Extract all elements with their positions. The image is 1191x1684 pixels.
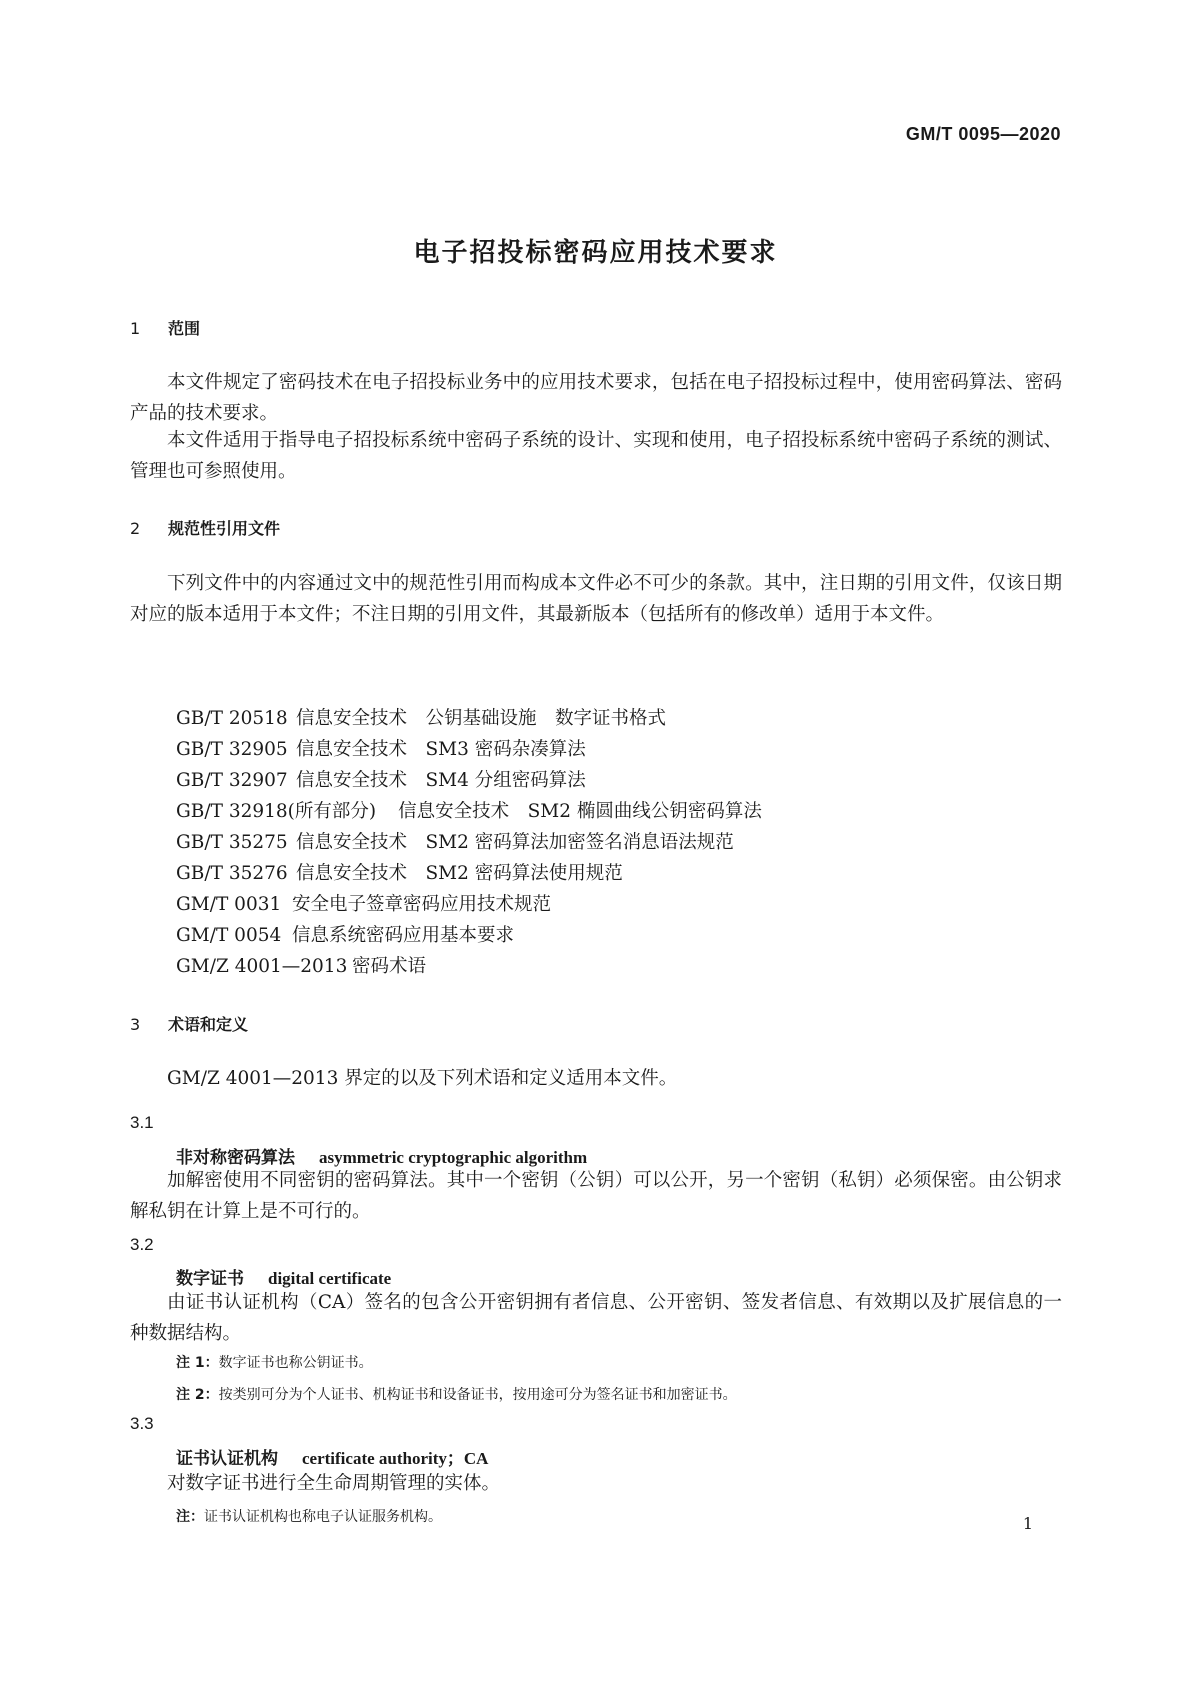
reference-item	[176, 827, 762, 858]
section-title: 规范性引用文件	[168, 519, 281, 538]
term-definition: 对数字证书进行全生命周期管理的实体。	[167, 1473, 501, 1494]
reference-title: 信息安全技术 SM2 密码算法使用规范	[296, 863, 623, 884]
term-heading	[176, 1444, 488, 1469]
term-number: 3.1	[130, 1113, 154, 1132]
reference-code: GB/T 32918(所有部分)	[176, 801, 377, 822]
term-zh: 证书认证机构	[176, 1449, 278, 1469]
reference-title: 信息安全技术 公钥基础设施 数字证书格式	[296, 708, 667, 729]
reference-code: GB/T 32907	[176, 770, 288, 791]
note-text: 数字证书也称公钥证书。	[218, 1355, 373, 1371]
section-number: 3	[130, 1015, 141, 1034]
section-1-paragraph-1: 本文件规定了密码技术在电子招投标业务中的应用技术要求，包括在电子招投标过程中，使用密码算法、密码产品的技术要求。	[130, 372, 1062, 424]
page-number: 1	[1022, 1514, 1033, 1533]
section-title: 范围	[168, 319, 201, 338]
reference-code: GB/T 35275	[176, 832, 288, 853]
reference-code: GM/T 0054	[176, 925, 282, 946]
section-2-heading	[130, 516, 280, 539]
standard-code: GM/T 0095—2020	[905, 124, 1061, 144]
reference-item	[176, 920, 762, 951]
term-zh: 非对称密码算法	[176, 1148, 295, 1168]
reference-item	[176, 765, 762, 796]
reference-title: 信息安全技术 SM2 椭圆曲线公钥密码算法	[398, 801, 762, 822]
reference-code: GB/T 20518	[176, 708, 288, 729]
term-en: digital certificate	[268, 1269, 392, 1288]
reference-title: 密码术语	[352, 956, 427, 977]
term-definition: 由证书认证机构（CA）签名的包含公开密钥拥有者信息、公开密钥、签发者信息、有效期以及扩展信息的一种数据结构。	[130, 1292, 1062, 1344]
term-note	[176, 1506, 442, 1526]
term-note	[176, 1384, 737, 1404]
section-1-paragraph-2: 本文件适用于指导电子招投标系统中密码子系统的设计、实现和使用，电子招投标系统中密码子系统的测试、管理也可参照使用。	[130, 430, 1062, 482]
note-text: 按类别可分为个人证书、机构证书和设备证书，按用途可分为签名证书和加密证书。	[218, 1387, 737, 1403]
reference-item	[176, 858, 762, 889]
term-definition: 加解密使用不同密钥的密码算法。其中一个密钥（公钥）可以公开，另一个密钥（私钥）必须保密。由公钥求解私钥在计算上是不可行的。	[130, 1170, 1062, 1222]
reference-title: 信息系统密码应用基本要求	[292, 925, 515, 946]
term-note	[176, 1352, 373, 1372]
normative-references-list	[176, 703, 762, 982]
section-3-intro: GM/Z 4001—2013 界定的以及下列术语和定义适用本文件。	[167, 1068, 678, 1089]
note-text: 证书认证机构也称电子认证服务机构。	[204, 1509, 442, 1525]
term-en: asymmetric cryptographic algorithm	[319, 1148, 588, 1167]
term-number: 3.3	[130, 1414, 154, 1433]
reference-title: 安全电子签章密码应用技术规范	[292, 894, 552, 915]
reference-code: GM/Z 4001—2013	[176, 956, 348, 977]
reference-title: 信息安全技术 SM4 分组密码算法	[296, 770, 586, 791]
note-label: 注：	[176, 1509, 204, 1525]
section-3-heading	[130, 1012, 248, 1035]
document-title: 电子招投标密码应用技术要求	[413, 238, 778, 268]
reference-title: 信息安全技术 SM2 密码算法加密签名消息语法规范	[296, 832, 734, 853]
section-number: 1	[130, 319, 141, 338]
reference-code: GM/T 0031	[176, 894, 282, 915]
reference-item	[176, 889, 762, 920]
reference-item	[176, 734, 762, 765]
note-label: 注 1：	[176, 1355, 219, 1371]
term-zh: 数字证书	[176, 1269, 244, 1289]
section-title: 术语和定义	[168, 1015, 249, 1034]
section-2-intro: 下列文件中的内容通过文中的规范性引用而构成本文件必不可少的条款。其中，注日期的引用文件，仅该日期对应的版本适用于本文件；不注日期的引用文件，其最新版本（包括所有的修改单）适用于本文件。	[130, 573, 1062, 625]
reference-item	[176, 951, 762, 982]
term-en: certificate authority；CA	[302, 1449, 489, 1468]
note-label: 注 2：	[176, 1387, 219, 1403]
section-number: 2	[130, 519, 141, 538]
reference-title: 信息安全技术 SM3 密码杂凑算法	[296, 739, 586, 760]
term-heading	[176, 1264, 391, 1289]
reference-code: GB/T 35276	[176, 863, 288, 884]
reference-item	[176, 796, 762, 827]
reference-code: GB/T 32905	[176, 739, 288, 760]
reference-item	[176, 703, 762, 734]
section-1-heading	[130, 316, 200, 339]
term-number: 3.2	[130, 1235, 154, 1254]
